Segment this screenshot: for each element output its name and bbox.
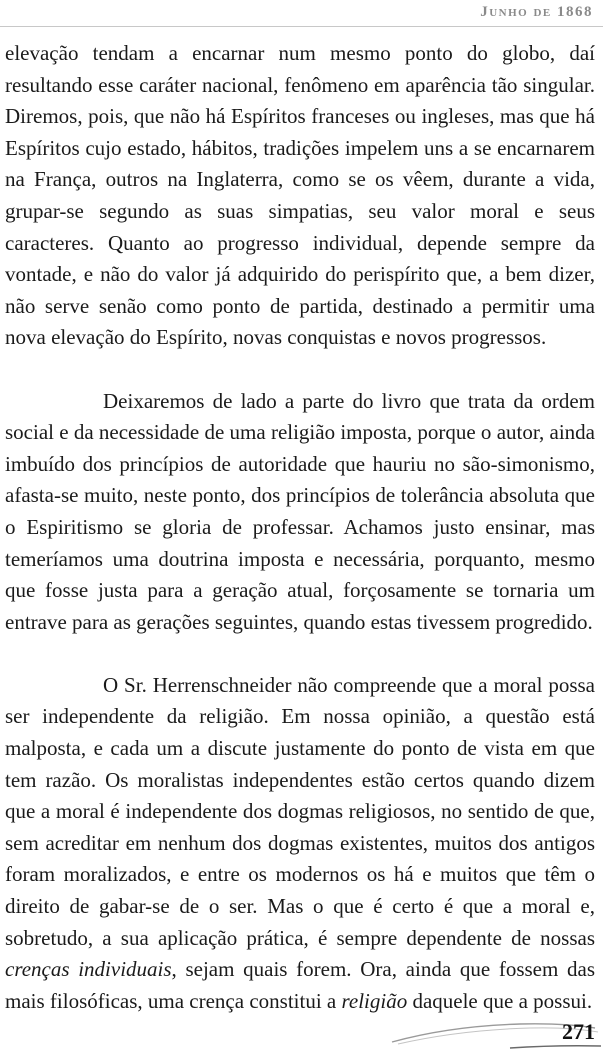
paragraph-2: Deixaremos de lado a parte do livro que trata da ordem social e da necessidade de uma religião imposta, porque o autor, ainda imbuído dos princípios de autoridade que hauriu no são-simonismo, afasta-se muito, neste ponto, dos princípios de tolerância absoluta que o Espiritismo se gloria de professar. Achamos justo ensinar, mas temeríamos uma doutrina imposta e necessária, porquanto, mesmo que fosse justa para a geração atual, forçosamente se tornaria um entrave para as gerações seguintes, quando estas tivessem progredido.	[5, 388, 595, 634]
paragraph-3-emphasis-religiao: religião	[341, 988, 408, 1013]
header-rule	[0, 26, 603, 27]
paragraph-3-text-b: , sejam quais forem. Ora, ainda que fossem das mais filosóficas, uma crença constitui a	[5, 957, 595, 1013]
page-number: 271	[562, 1019, 595, 1044]
paragraph-3-text-c: daquele que a possui.	[407, 988, 593, 1013]
paragraph-3	[5, 670, 595, 1018]
page-footer	[0, 1012, 603, 1056]
running-header: Junho de 1868	[480, 4, 593, 20]
paragraph-1: elevação tendam a encarnar num mesmo ponto do globo, daí resultando esse caráter nacional, fenômeno em aparência tão singular. Diremos, pois, que não há Espíritos franceses ou ingleses, mas que há Espíritos cujo estado, hábitos, tradições impelem uns a se encarnarem na França, outros na Inglaterra, como se os vêem, durante a vida, grupar-se segundo as suas simpatias, seu valor moral e seus caracteres. Quanto ao progresso individual, depende sempre da vontade, e não do valor já adquirido do perispírito que, a bem dizer, não serve senão como ponto de partida, destinado a permitir uma nova elevação do Espírito, novas conquistas e novos progressos.	[5, 41, 595, 350]
page-body	[5, 38, 595, 1017]
paragraph-3-emphasis-crencas: crenças individuais	[5, 957, 172, 982]
paragraph-3-text-a: O Sr. Herrenschneider não compreende que a moral possa ser independente da religião. Em nossa opinião, a questão está malposta, e cada um a discute justamente do ponto de vista em que tem razão. Os moralistas independentes estão certos quando dizem que a moral é independente dos dogmas religiosos, no sentido de que, sem acreditar em nenhum dos dogmas existentes, muitos dos antigos foram moralizados, e entre os modernos os há e muitos que têm o direito de gabar-se de o ser. Mas o que é certo é que a moral e, sobretudo, a sua aplicação prática, é sempre dependente de nossas	[5, 672, 595, 950]
